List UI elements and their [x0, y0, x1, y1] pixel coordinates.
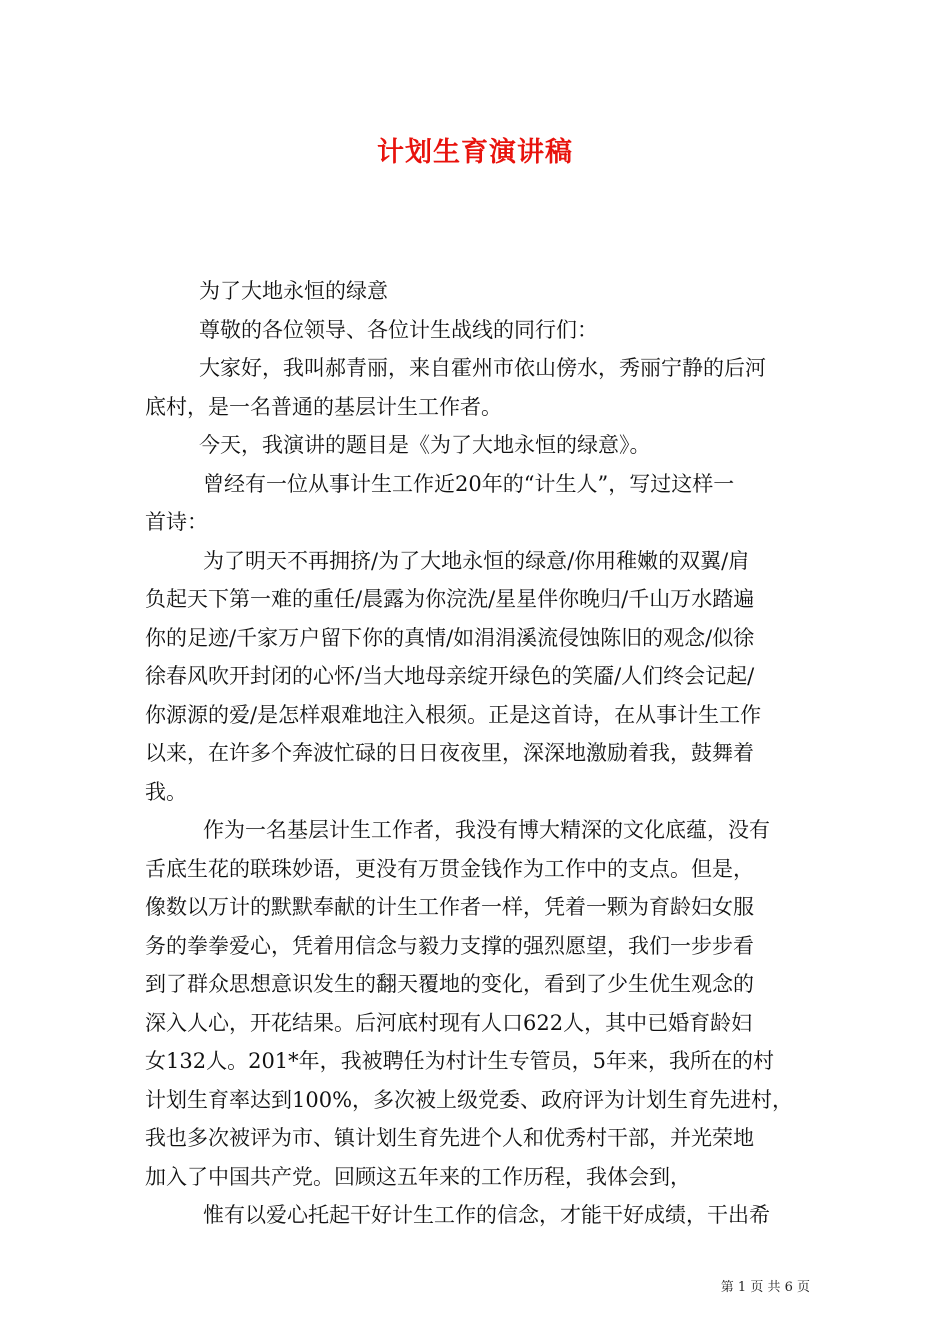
text-line: 务的拳拳爱心，凭着用信念与毅力支撑的强烈愿望，我们一步步看: [145, 933, 754, 958]
text-line: 大家好，我叫郝青丽，来自霍州市依山傍水，秀丽宁静的后河: [199, 356, 766, 380]
text-line: 为了明天不再拥挤/为了大地永恒的绿意/你用稚嫩的双翼/肩: [203, 548, 750, 573]
text-line: 作为一名基层计生工作者，我没有博大精深的文化底蕴，没有: [203, 818, 770, 842]
text-line: 你源源的爱/是怎样艰难地注入根须。正是这首诗，在从事计生工作: [145, 702, 762, 727]
page-number: 第 1 页 共 6 页: [720, 1280, 810, 1295]
text-line: 舌底生花的联珠妙语，更没有万贯金钱作为工作中的支点。但是，: [145, 856, 754, 881]
text-line: 曾经有一位从事计生工作近20年的“计生人”，写过这样一: [203, 471, 735, 496]
text-line: 我也多次被评为市、镇计划生育先进个人和优秀村干部，并光荣地: [145, 1126, 754, 1150]
text-line: 惟有以爱心托起干好计生工作的信念，才能干好成绩，干出希: [203, 1203, 770, 1227]
document-body: [145, 272, 805, 1235]
text-line: 到了群众思想意识发生的翻天覆地的变化，看到了少生优生观念的: [145, 972, 754, 996]
text-line: 负起天下第一难的重任/晨露为你浣洗/星星伴你晚归/千山万水踏遍: [145, 587, 755, 611]
text-line: 像数以万计的默默奉献的计生工作者一样，凭着一颗为育龄妇女服: [145, 895, 754, 919]
text-line: 今天，我演讲的题目是《为了大地永恒的绿意》。: [199, 433, 651, 457]
text-line: 尊敬的各位领导、各位计生战线的同行们：: [199, 317, 598, 342]
text-line: 深入人心，开花结果。后河底村现有人口622人，其中已婚育龄妇: [145, 1010, 753, 1035]
text-line: 以来，在许多个奔波忙碌的日日夜夜里，深深地激励着我，鼓舞着: [145, 741, 754, 765]
text-line: 首诗：: [145, 510, 208, 534]
text-line: 底村，是一名普通的基层计生工作者。: [145, 394, 502, 419]
text-line: 加入了中国共产党。回顾这五年来的工作历程，我体会到，: [145, 1164, 691, 1189]
text-line: 你的足迹/千家万户留下你的真情/如涓涓溪流侵蚀陈旧的观念/似徐: [145, 625, 755, 650]
text-line: 我。: [145, 779, 187, 804]
text-line: 徐春风吹开封闭的心怀/当大地母亲绽开绿色的笑靥/人们终会记起/: [145, 664, 755, 688]
document-title: 计划生育演讲稿: [377, 137, 573, 168]
text-line: 女132人。201*年，我被聘任为村计生专管员，5年来，我所在的村: [145, 1049, 775, 1073]
text-line: 计划生育率达到100%，多次被上级党委、政府评为计划生育先进村，: [145, 1087, 794, 1112]
text-line: 为了大地永恒的绿意: [199, 279, 388, 303]
